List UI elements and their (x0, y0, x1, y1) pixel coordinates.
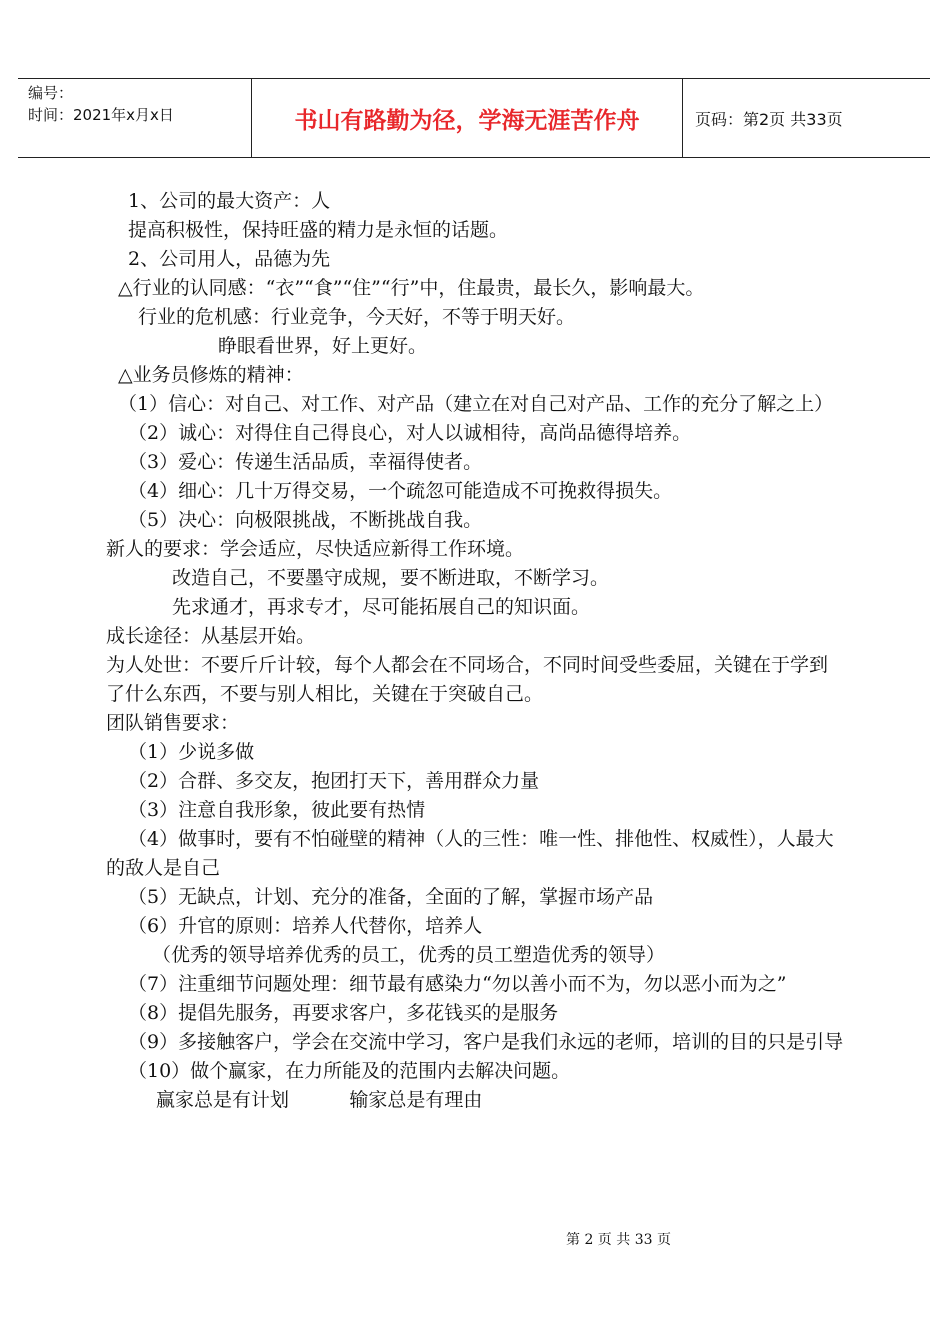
text-line: 提高积极性，保持旺盛的精力是永恒的话题。 (128, 219, 509, 241)
header-info-cell (18, 79, 252, 157)
footer-page-number: 第 2 页 共 33 页 (566, 1232, 671, 1248)
text-line: （5）无缺点，计划、充分的准备，全面的了解，掌握市场产品 (128, 886, 654, 908)
motto: 书山有路勤为径，学海无涯苦作舟 (252, 79, 683, 157)
text-line: （3）注意自我形象，彼此要有热情 (128, 799, 426, 821)
time-label: 时间：2021年x月x日 (28, 106, 174, 124)
header-table (18, 78, 930, 158)
text-line: 为人处世：不要斤斤计较，每个人都会在不同场合，不同时间受些委屈，关键在于学到了什么东西，不要与别人相比，关键在于突破自己。 (106, 654, 829, 705)
text-line: （优秀的领导培养优秀的员工，优秀的员工塑造优秀的领导） (152, 944, 666, 966)
text-line: △业务员修炼的精神： (118, 364, 304, 386)
text-line: （10）做个赢家，在力所能及的范围内去解决问题。 (128, 1060, 571, 1082)
text-line: （1）少说多做 (128, 741, 255, 763)
number-label: 编号： (28, 84, 74, 102)
text-line: 1、公司的最大资产：人 (128, 190, 331, 212)
text-line: 新人的要求：学会适应，尽快适应新得工作环境。 (106, 538, 525, 560)
text-line: （7）注重细节问题处理：细节最有感染力“勿以善小而不为，勿以恶小而为之” (128, 973, 787, 995)
text-line: 赢家总是有计划 输家总是有理由 (156, 1089, 483, 1111)
text-line: （2）合群、多交友，抱团打天下，善用群众力量 (128, 770, 540, 792)
text-line: （8）提倡先服务，再要求客户，多花钱买的是服务 (128, 1002, 559, 1024)
text-line: （5）决心：向极限挑战，不断挑战自我。 (128, 509, 483, 531)
text-line: （9）多接触客户，学会在交流中学习，客户是我们永远的老师，培训的目的只是引导 (128, 1031, 844, 1053)
text-line: 睁眼看世界，好上更好。 (218, 335, 428, 357)
text-line: 行业的危机感：行业竞争，今天好，不等于明天好。 (138, 306, 576, 328)
text-line: 先求通才，再求专才，尽可能拓展自己的知识面。 (172, 596, 591, 618)
text-line: （6）升官的原则：培养人代替你，培养人 (128, 915, 483, 937)
text-line: （4）做事时，要有不怕碰壁的精神（人的三性：唯一性、排他性、权威性），人最大的敌人是自己 (106, 828, 834, 879)
page-label: 页码：第2页 共33页 (695, 109, 843, 129)
text-line: （1）信心：对自己、对工作、对产品（建立在对自己对产品、工作的充分了解之上） (118, 393, 834, 415)
text-line: （2）诚心：对得住自己得良心，对人以诚相待，高尚品德得培养。 (128, 422, 692, 444)
text-line: 成长途径：从基层开始。 (106, 625, 316, 647)
text-line: 改造自己，不要墨守成规，要不断进取，不断学习。 (172, 567, 610, 589)
text-line: △行业的认同感：“衣”“食”“住”“行”中，住最贵，最长久，影响最大。 (118, 277, 705, 299)
text-line: 团队销售要求： (106, 712, 240, 734)
text-line: （4）细心：几十万得交易，一个疏忽可能造成不可挽救得损失。 (128, 480, 673, 502)
document-body (106, 187, 846, 1115)
text-line: （3）爱心：传递生活品质，幸福得使者。 (128, 451, 483, 473)
text-line: 2、公司用人，品德为先 (128, 248, 331, 270)
